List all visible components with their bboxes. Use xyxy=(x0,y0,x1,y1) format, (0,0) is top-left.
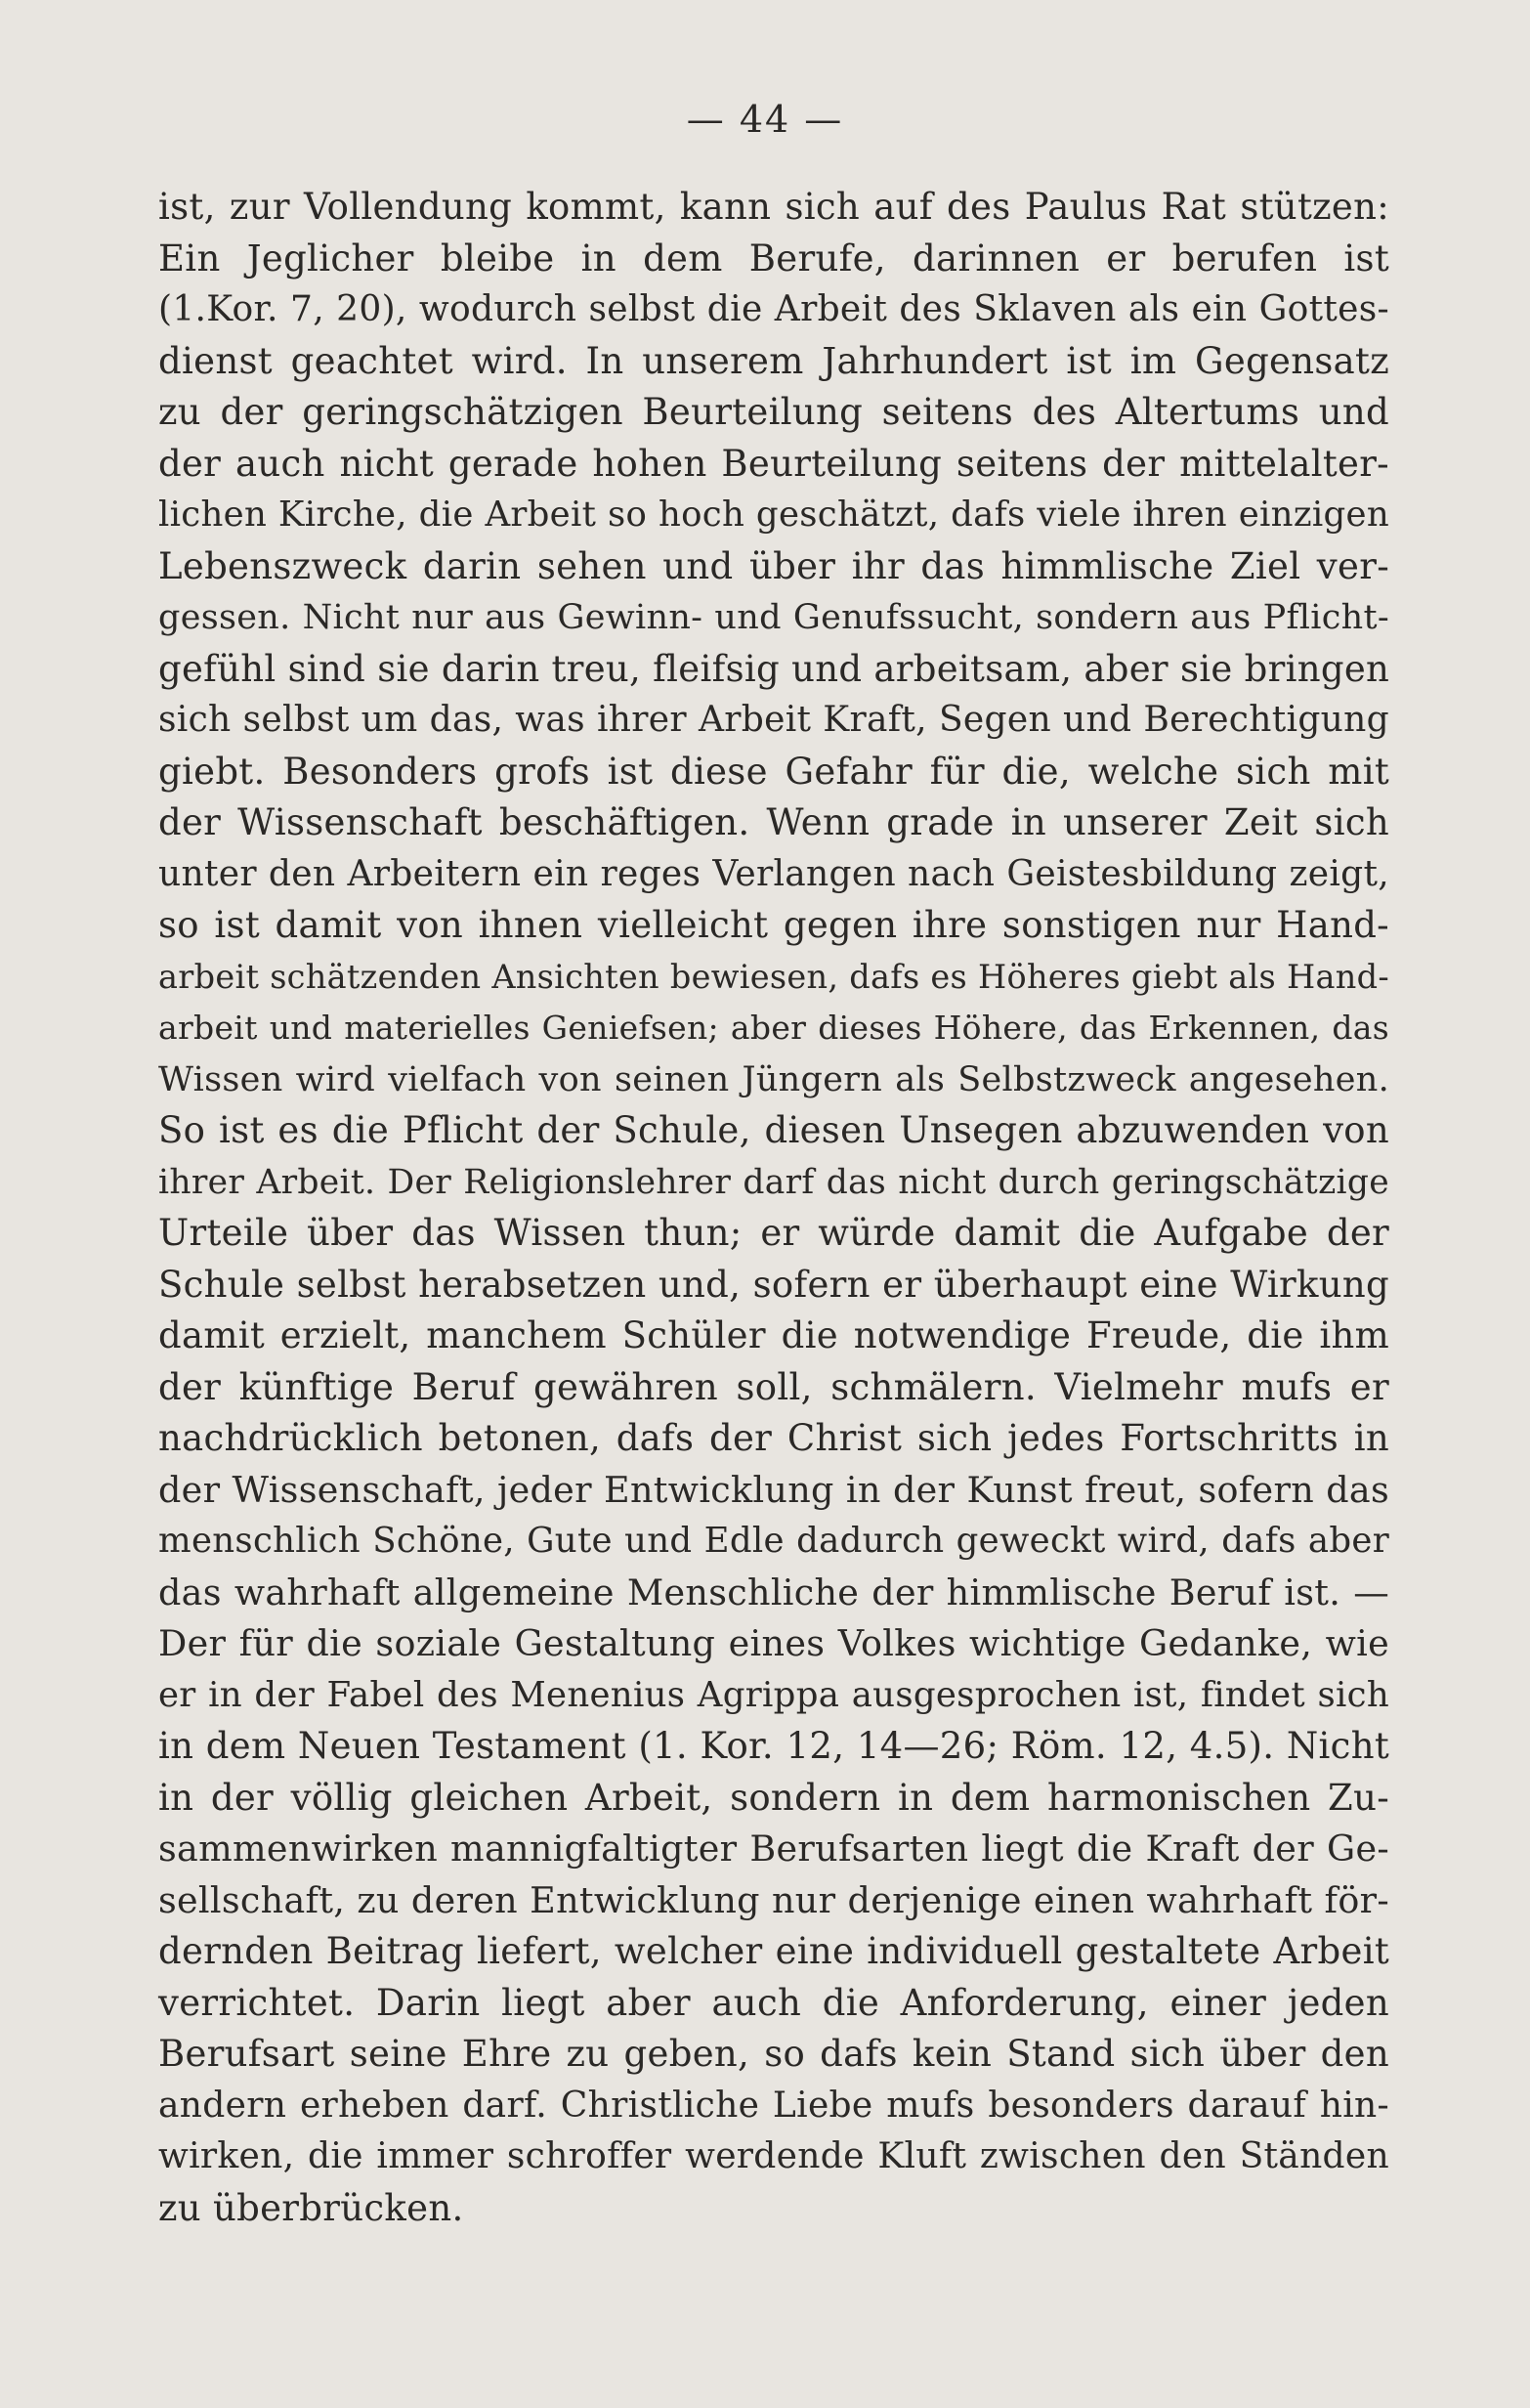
text-line: unter den Arbeitern ein reges Verlangen nach Geistesbildung zeigt, xyxy=(158,853,1389,894)
text-line: er in der Fabel des Menenius Agrippa ausgesprochen ist, findet sich xyxy=(158,1674,1389,1715)
text-line: Lebenszweck darin sehen und über ihr das himmlische Ziel ver- xyxy=(158,544,1389,587)
text-line: Der für die soziale Gestaltung eines Volkes wichtige Gedanke, wie xyxy=(158,1622,1389,1664)
text-line: sellschaft, zu deren Entwicklung nur derjenige einen wahrhaft för- xyxy=(158,1878,1389,1921)
text-line: in der völlig gleichen Arbeit, sondern in dem harmonischen Zu- xyxy=(158,1776,1389,1819)
text-line: zu der geringschätzigen Beurteilung seitens des Altertums und xyxy=(158,391,1389,433)
text-line: nachdrücklich betonen, dafs der Christ sich jedes Fortschritts in xyxy=(158,1417,1389,1459)
text-line: wirken, die immer schroffer werdende Kluft zwischen den Ständen xyxy=(158,2136,1389,2176)
text-line: menschlich Schöne, Gute und Edle dadurch geweckt wird, dafs aber xyxy=(158,1521,1389,1561)
text-line: ihrer Arbeit. Der Religionslehrer darf das nicht durch geringschätzige xyxy=(158,1162,1389,1202)
text-line: sich selbst um das, was ihrer Arbeit Kraft, Segen und Berechtigung xyxy=(158,700,1389,740)
text-line: so ist damit von ihnen vielleicht gegen ihre sonstigen nur Hand- xyxy=(158,904,1389,946)
text-line: Schule selbst herabsetzen und, sofern er überhaupt eine Wirkung xyxy=(158,1263,1389,1306)
body-text xyxy=(158,182,1389,2234)
text-line: giebt. Besonders grofs ist diese Gefahr für die, welche sich mit xyxy=(158,750,1389,793)
text-line: arbeit und materielles Geniefsen; aber dieses Höhere, das Erkennen, das xyxy=(158,1009,1389,1047)
text-line: So ist es die Pflicht der Schule, diesen Unsegen abzuwenden von xyxy=(158,1109,1389,1151)
text-line: arbeit schätzenden Ansichten bewiesen, dafs es Höheres giebt als Hand- xyxy=(158,957,1389,996)
text-line: sammenwirken mannigfaltigter Berufsarten liegt die Kraft der Ge- xyxy=(158,1828,1389,1870)
text-line: der Wissenschaft, jeder Entwicklung in der Kunst freut, sofern das xyxy=(158,1468,1389,1511)
text-line: das wahrhaft allgemeine Menschliche der himmlische Beruf ist. — xyxy=(158,1570,1389,1613)
text-line: gessen. Nicht nur aus Gewinn- und Genufssucht, sondern aus Pflicht- xyxy=(158,598,1389,637)
text-line: ist, zur Vollendung kommt, kann sich auf des Paulus Rat stützen: xyxy=(158,186,1389,228)
text-line: Wissen wird vielfach von seinen Jüngern als Selbstzweck angesehen. xyxy=(158,1059,1389,1099)
text-line: gefühl sind sie darin treu, fleifsig und arbeitsam, aber sie bringen xyxy=(158,647,1390,690)
text-line: lichen Kirche, die Arbeit so hoch geschätzt, dafs viele ihren einzigen xyxy=(158,494,1389,535)
text-line: zu überbrücken. xyxy=(158,2186,464,2229)
text-line: der auch nicht gerade hohen Beurteilung seitens der mittelalter- xyxy=(158,442,1389,485)
text-line: damit erzielt, manchem Schüler die notwendige Freude, die ihm xyxy=(158,1314,1389,1356)
text-line: der Wissenschaft beschäftigen. Wenn grade in unserer Zeit sich xyxy=(158,801,1389,843)
text-line: andern erheben darf. Christliche Liebe mufs besonders darauf hin- xyxy=(158,2085,1389,2126)
text-line: der künftige Beruf gewähren soll, schmälern. Vielmehr mufs er xyxy=(158,1365,1389,1408)
text-line: Berufsart seine Ehre zu geben, so dafs kein Stand sich über den xyxy=(158,2033,1389,2075)
text-line: (1.Kor. 7, 20), wodurch selbst die Arbeit des Sklaven als ein Gottes- xyxy=(158,289,1389,329)
text-line: Ein Jeglicher bleibe in dem Berufe, darinnen er berufen ist xyxy=(158,236,1389,280)
text-line: Urteile über das Wissen thun; er würde damit die Aufgabe der xyxy=(158,1212,1389,1254)
text-line: dienst geachtet wird. In unserem Jahrhundert ist im Gegensatz xyxy=(158,339,1389,382)
page-number: — 44 — xyxy=(686,98,844,141)
text-line: in dem Neuen Testament (1. Kor. 12, 14—26; Röm. 12, 4.5). Nicht xyxy=(158,1725,1389,1767)
text-line: verrichtet. Darin liegt aber auch die Anforderung, einer jeden xyxy=(158,1981,1389,2024)
text-line: dernden Beitrag liefert, welcher eine individuell gestaltete Arbeit xyxy=(158,1930,1389,1972)
